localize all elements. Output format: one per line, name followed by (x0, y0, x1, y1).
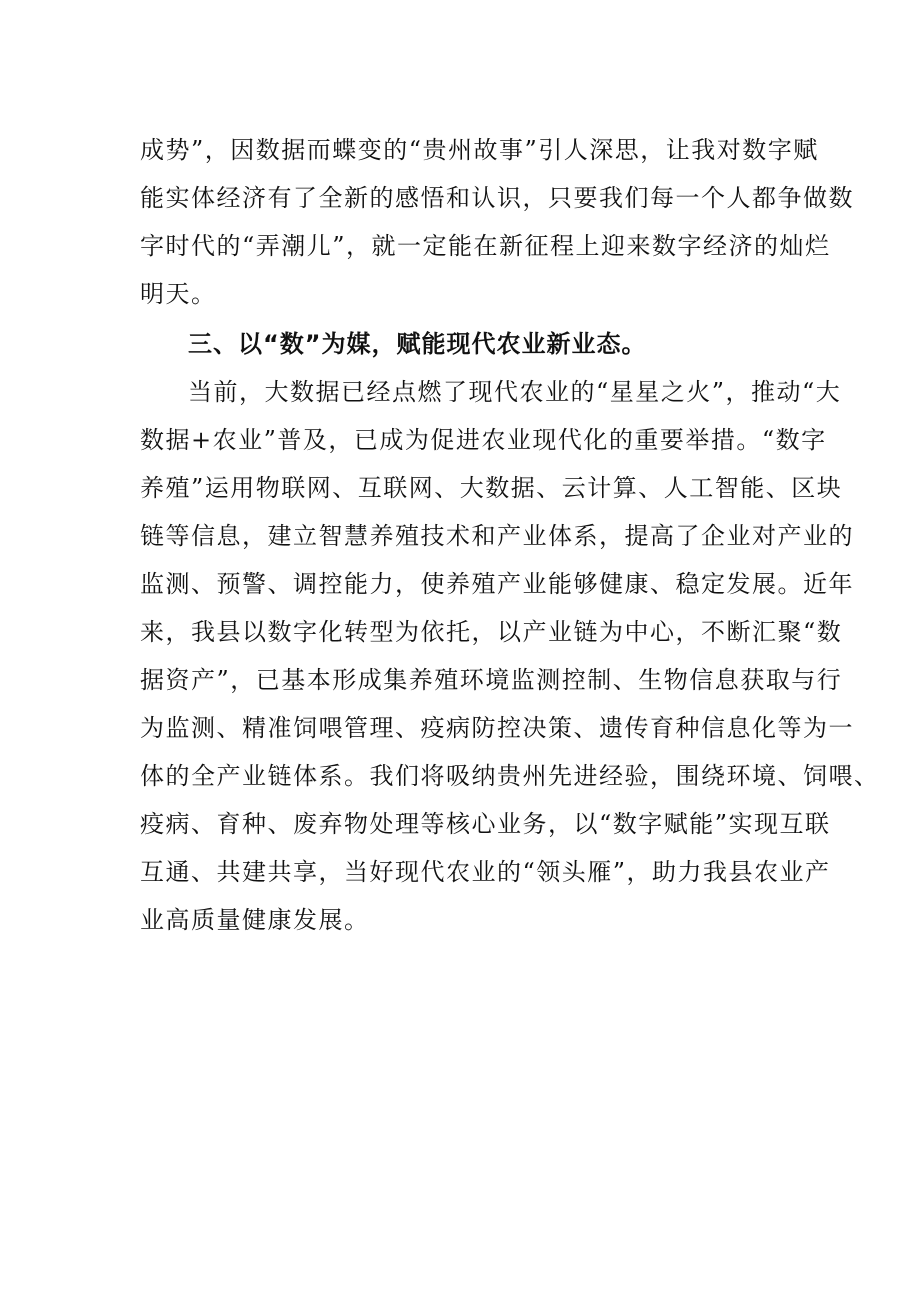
paragraph-body (140, 368, 880, 944)
text-line: 当前，大数据已经点燃了现代农业的“星星之火”，推动“大 (188, 378, 842, 406)
text-line: 能实体经济有了全新的感悟和认识，只要我们每一个人都争做数 (140, 184, 854, 212)
text-line: 体的全产业链体系。我们将吸纳贵州先进经验，围绕环境、饲喂、 (140, 762, 880, 790)
text-line: 成势”，因数据而蝶变的“贵州故事”引人深思，让我对数字赋 (140, 136, 819, 164)
text-line: 业高质量健康发展。 (140, 906, 370, 934)
text-line: 养殖”运用物联网、互联网、大数据、云计算、人工智能、区块 (140, 474, 843, 502)
paragraph-continued (140, 126, 854, 318)
document-page (140, 126, 880, 944)
text-line: 明天。 (140, 280, 217, 308)
text-line: 来，我县以数字化转型为依托，以产业链为中心，不断汇聚“数 (140, 618, 843, 646)
text-line: 据资产”，已基本形成集养殖环境监测控制、生物信息获取与行 (140, 666, 843, 694)
text-line: 数据+农业”普及，已成为促进农业现代化的重要举措。“数字 (140, 426, 827, 454)
text-line: 为监测、精准饲喂管理、疫病防控决策、遗传育种信息化等为一 (140, 714, 854, 742)
text-line: 字时代的“弄潮儿”，就一定能在新征程上迎来数字经济的灿烂 (140, 232, 831, 260)
text-line: 监测、预警、调控能力，使养殖产业能够健康、稳定发展。近年 (140, 570, 854, 598)
text-line: 疫病、育种、废弃物处理等核心业务，以“数字赋能”实现互联 (140, 810, 831, 838)
section-heading: 三、以“数”为媒，赋能现代农业新业态。 (188, 330, 647, 358)
text-line: 链等信息，建立智慧养殖技术和产业体系，提高了企业对产业的 (140, 522, 854, 550)
text-line: 互通、共建共享，当好现代农业的“领头雁”，助力我县农业产 (140, 858, 831, 886)
